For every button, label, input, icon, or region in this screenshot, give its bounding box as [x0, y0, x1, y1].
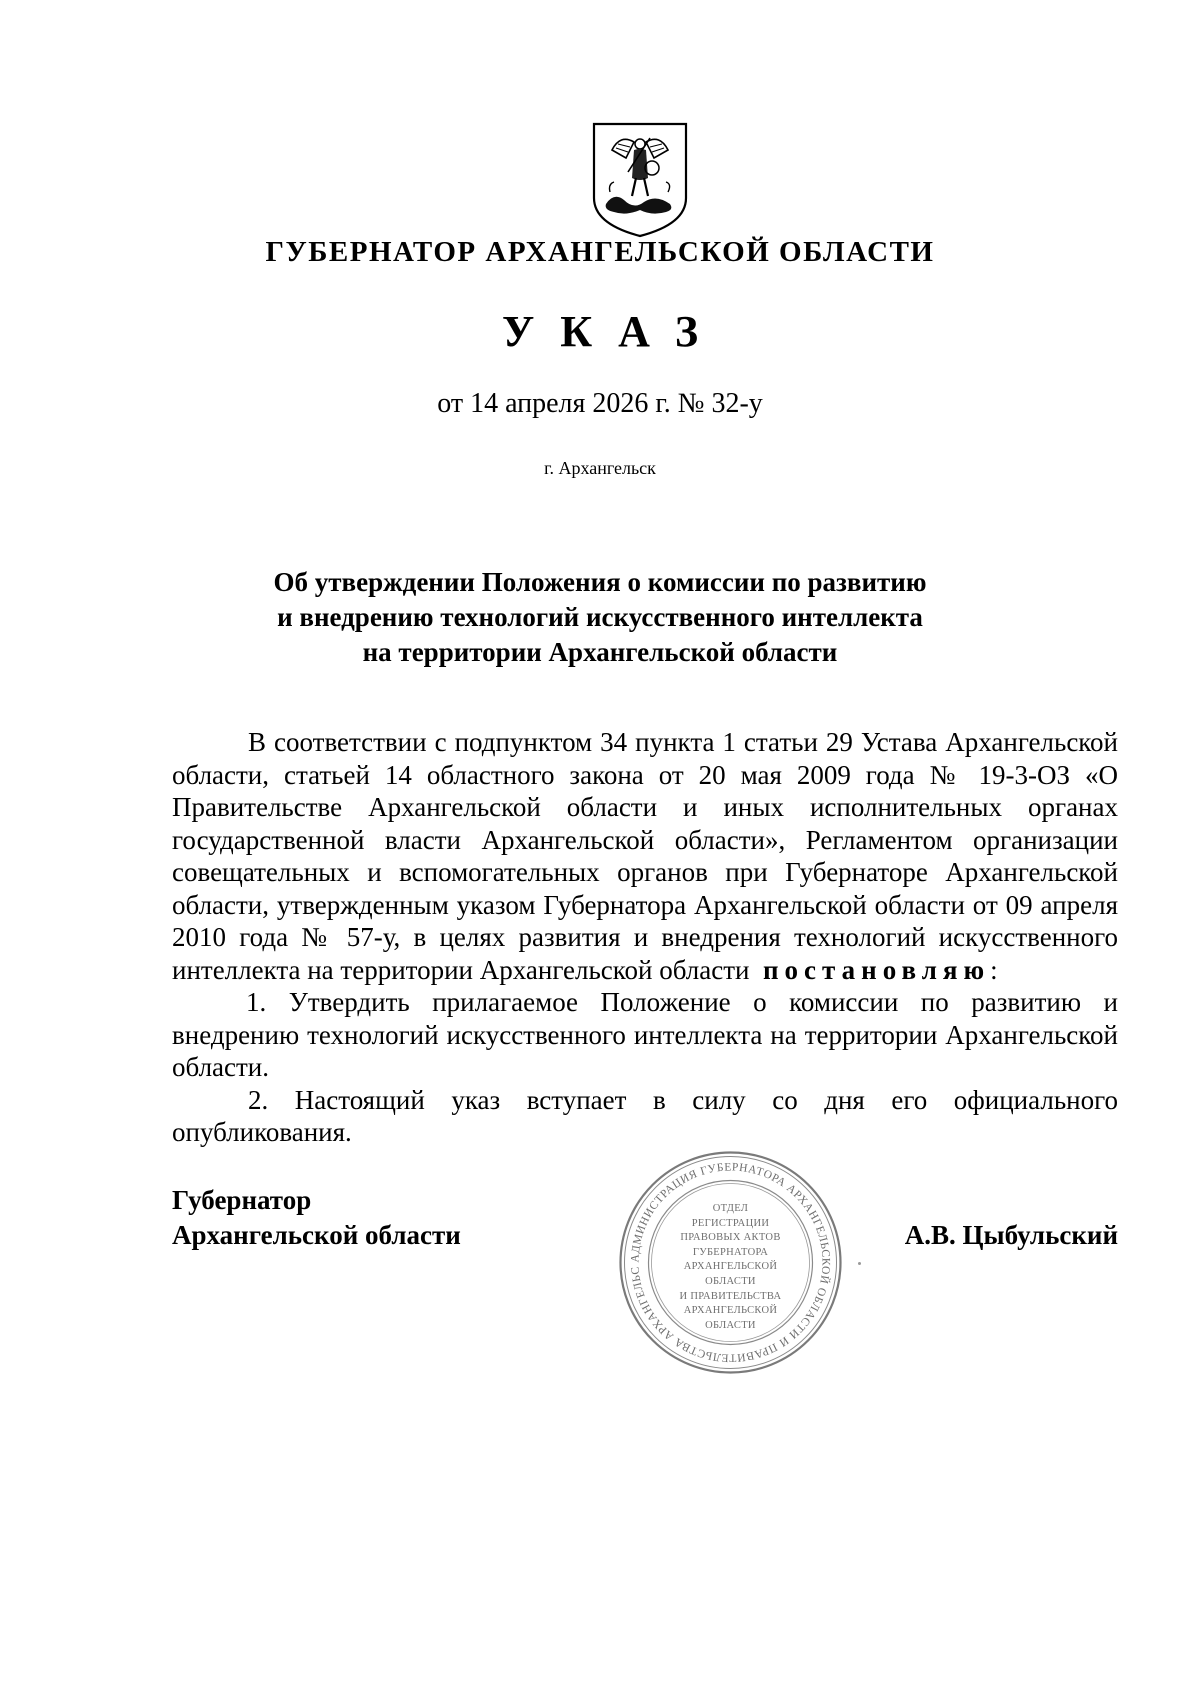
- title-line: и внедрению технологий искусственного интеллекта: [277, 602, 923, 632]
- signer-position-line: Архангельской области: [172, 1220, 461, 1250]
- seal-line: АРХАНГЕЛЬСКОЙ: [683, 1305, 778, 1317]
- title-line: на территории Архангельской области: [362, 637, 838, 667]
- seal-line: ПРАВОВЫХ АКТОВ: [680, 1232, 781, 1244]
- seal-line: АРХАНГЕЛЬСКОЙ: [683, 1261, 778, 1273]
- seal-line: ГУБЕРНАТОРА: [692, 1246, 769, 1258]
- signer-position-line: Губернатор: [172, 1185, 312, 1215]
- preamble-paragraph: [172, 726, 1118, 986]
- seal-line: ОБЛАСТИ: [705, 1319, 756, 1331]
- document-date-number: от 14 апреля 2026 г. № 32-у: [437, 388, 763, 419]
- document-type: УКАЗ: [501, 307, 725, 356]
- seal-line: И ПРАВИТЕЛЬСТВА: [679, 1290, 782, 1302]
- resolve-colon: :: [990, 954, 998, 985]
- scan-dot: [858, 1262, 861, 1265]
- document-title: [0, 565, 1200, 670]
- document-city: г. Архангельск: [544, 458, 656, 478]
- coat-of-arms-icon: [590, 120, 690, 238]
- seal-line: РЕГИСТРАЦИИ: [691, 1217, 770, 1229]
- document-body: [172, 726, 1118, 1149]
- seal-line: ОБЛАСТИ: [705, 1275, 756, 1287]
- seal-ring-text: АДМИНИСТРАЦИЯ ГУБЕРНАТОРА АРХАНГЕЛЬСКОЙ ОБЛАСТИ И ПРАВИТЕЛЬСТВА АРХАНГЕЛЬС: [629, 1161, 832, 1364]
- item-2: 2. Настоящий указ вступает в силу со дня его официального опубликования.: [172, 1084, 1118, 1147]
- preamble-text: В соответствии с подпунктом 34 пункта 1 статьи 29 Устава Архангельской области, статьей 14 областного закона от 20 мая 2009 года № 19-3-ОЗ «О Правительстве Архангельской области и иных исполнительных органах государственной власти Архангельской области», Регламентом организации совещательных и вспомогательных органов при Губернаторе Архангельской области, утвержденным указом Губернатора Архангельской области от 09 апреля 2010 года № 57-у, в целях развития и внедрения технологий искусственного интеллекта на территории Архангельской области: [172, 727, 1118, 985]
- signer-name: А.В. Цыбульский: [904, 1220, 1118, 1250]
- signer-position: [172, 1183, 461, 1253]
- resolve-word: постановляю: [763, 954, 991, 985]
- seal-center-text: [668, 1202, 793, 1333]
- seal-line: ОТДЕЛ: [712, 1203, 749, 1214]
- item-1: 1. Утвердить прилагаемое Положение о комиссии по развитию и внедрению технологий искусственного интеллекта на территории Архангельской области.: [172, 987, 1118, 1082]
- title-line: Об утверждении Положения о комиссии по развитию: [273, 567, 927, 597]
- official-seal: [618, 1150, 843, 1375]
- issuer-heading: ГУБЕРНАТОР АРХАНГЕЛЬСКОЙ ОБЛАСТИ: [265, 236, 935, 268]
